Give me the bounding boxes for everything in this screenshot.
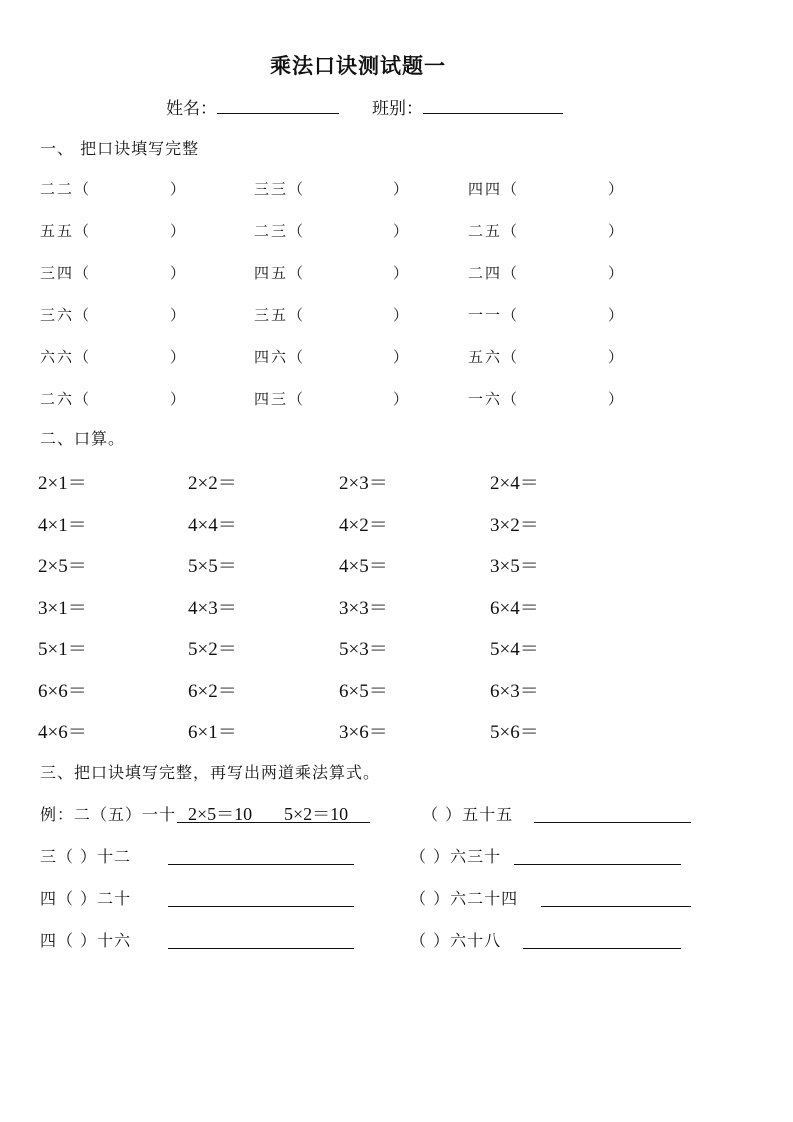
close-paren: ） (393, 264, 409, 282)
fill-item-label: 二二 (40, 180, 75, 198)
fill-item-label: 五五 (40, 222, 75, 240)
answer-blank[interactable] (541, 906, 691, 907)
mental-math-item[interactable]: 4×3＝ (188, 598, 237, 619)
mental-math-item[interactable]: 5×4＝ (490, 639, 539, 660)
fill-item[interactable] (468, 220, 519, 241)
answer-blank[interactable] (523, 948, 681, 949)
class-label: 班别： (372, 99, 423, 119)
fill-item-label: 三四 (40, 264, 75, 282)
close-paren: ） (170, 180, 186, 198)
formula-item[interactable]: （ ）六三十 (410, 847, 502, 866)
answer-blank[interactable] (168, 948, 354, 949)
mental-math-item[interactable]: 4×4＝ (188, 515, 237, 536)
fill-item-label: 二三 (254, 222, 289, 240)
section3-heading: 三、把口诀填写完整，再写出两道乘法算式。 (40, 763, 381, 782)
fill-item[interactable] (468, 346, 519, 367)
mental-math-item[interactable]: 5×1＝ (38, 639, 87, 660)
mental-math-item[interactable]: 5×3＝ (339, 639, 388, 660)
fill-item[interactable] (254, 388, 305, 409)
open-paren: （ (288, 180, 306, 198)
fill-item[interactable] (468, 304, 519, 325)
fill-item[interactable] (254, 220, 305, 241)
fill-item[interactable] (468, 262, 519, 283)
close-paren: ） (608, 222, 624, 240)
fill-item[interactable] (468, 178, 519, 199)
section1-heading: 一、 把口诀填写完整 (40, 139, 200, 158)
mental-math-item[interactable]: 6×6＝ (38, 681, 87, 702)
fill-item[interactable] (40, 220, 91, 241)
close-paren: ） (170, 390, 186, 408)
open-paren: （ (288, 222, 306, 240)
mental-math-item[interactable]: 5×2＝ (188, 639, 237, 660)
fill-item[interactable] (254, 262, 305, 283)
fill-item-label: 四六 (254, 348, 289, 366)
close-paren: ） (393, 390, 409, 408)
class-field[interactable] (372, 94, 563, 119)
fill-item-label: 三六 (40, 306, 75, 324)
mental-math-item[interactable]: 2×1＝ (38, 473, 87, 494)
mental-math-item[interactable]: 4×6＝ (38, 722, 87, 743)
open-paren: （ (74, 264, 92, 282)
example-equation-1: 2×5＝10 (188, 804, 253, 824)
mental-math-item[interactable]: 3×6＝ (339, 722, 388, 743)
open-paren: （ (288, 264, 306, 282)
close-paren: ） (608, 390, 624, 408)
close-paren: ） (608, 306, 624, 324)
close-paren: ） (393, 180, 409, 198)
open-paren: （ (502, 306, 520, 324)
close-paren: ） (170, 348, 186, 366)
mental-math-item[interactable]: 4×5＝ (339, 556, 388, 577)
fill-item[interactable] (254, 178, 305, 199)
fill-item[interactable] (254, 304, 305, 325)
fill-item[interactable] (40, 346, 91, 367)
close-paren: ） (608, 348, 624, 366)
fill-item-label: 三三 (254, 180, 289, 198)
fill-item[interactable] (254, 346, 305, 367)
open-paren: （ (74, 390, 92, 408)
fill-item-label: 一六 (468, 390, 503, 408)
open-paren: （ (502, 180, 520, 198)
fill-item-label: 四三 (254, 390, 289, 408)
open-paren: （ (74, 306, 92, 324)
mental-math-item[interactable]: 4×1＝ (38, 515, 87, 536)
close-paren: ） (608, 264, 624, 282)
open-paren: （ (502, 348, 520, 366)
formula-item[interactable]: （ ）六十八 (410, 931, 502, 950)
answer-blank[interactable] (534, 822, 691, 823)
open-paren: （ (74, 348, 92, 366)
example-row (40, 802, 176, 825)
mental-math-item[interactable]: 4×2＝ (339, 515, 388, 536)
name-label: 姓名： (166, 99, 217, 119)
fill-item-label: 二五 (468, 222, 503, 240)
fill-item-label: 二四 (468, 264, 503, 282)
fill-item[interactable] (40, 262, 91, 283)
answer-blank[interactable] (514, 864, 681, 865)
fill-item-label: 六六 (40, 348, 75, 366)
formula-item[interactable]: 四（ ）十六 (40, 931, 132, 950)
mental-math-item[interactable]: 2×4＝ (490, 473, 539, 494)
open-paren: （ (502, 390, 520, 408)
section2-heading: 二、口算。 (40, 429, 126, 448)
open-paren: （ (288, 390, 306, 408)
fill-item-label: 四四 (468, 180, 503, 198)
fill-item-label: 五六 (468, 348, 503, 366)
close-paren: ） (393, 348, 409, 366)
fill-item-label: 三五 (254, 306, 289, 324)
open-paren: （ (74, 180, 92, 198)
fill-item-label: 一一 (468, 306, 503, 324)
mental-math-item[interactable]: 6×3＝ (490, 681, 539, 702)
example-prefix: 例：二（五）一十 (40, 805, 177, 824)
name-field[interactable] (166, 94, 339, 119)
fill-item[interactable] (40, 178, 91, 199)
fill-item[interactable] (468, 388, 519, 409)
fill-item[interactable] (40, 304, 91, 325)
mental-math-item[interactable]: 3×1＝ (38, 598, 87, 619)
close-paren: ） (170, 222, 186, 240)
open-paren: （ (502, 264, 520, 282)
mental-math-item[interactable]: 3×5＝ (490, 556, 539, 577)
mental-math-item[interactable]: 6×2＝ (188, 681, 237, 702)
page-title: 乘法口诀测试题一 (270, 53, 446, 78)
name-blank[interactable] (217, 95, 339, 114)
formula-item[interactable]: （ ）五十五 (422, 805, 514, 824)
formula-item[interactable]: （ ）六二十四 (410, 889, 519, 908)
formula-item[interactable]: 四（ ）二十 (40, 889, 132, 908)
formula-item[interactable]: 三（ ）十二 (40, 847, 132, 866)
mental-math-item[interactable]: 2×3＝ (339, 473, 388, 494)
mental-math-item[interactable]: 3×2＝ (490, 515, 539, 536)
mental-math-item[interactable]: 5×6＝ (490, 722, 539, 743)
mental-math-item[interactable]: 6×4＝ (490, 598, 539, 619)
mental-math-item[interactable]: 6×5＝ (339, 681, 388, 702)
open-paren: （ (288, 348, 306, 366)
fill-item[interactable] (40, 388, 91, 409)
close-paren: ） (170, 306, 186, 324)
mental-math-item[interactable]: 5×5＝ (188, 556, 237, 577)
open-paren: （ (288, 306, 306, 324)
fill-item-label: 四五 (254, 264, 289, 282)
close-paren: ） (170, 264, 186, 282)
close-paren: ） (393, 222, 409, 240)
open-paren: （ (502, 222, 520, 240)
class-blank[interactable] (423, 95, 563, 114)
mental-math-item[interactable]: 2×5＝ (38, 556, 87, 577)
mental-math-item[interactable]: 2×2＝ (188, 473, 237, 494)
close-paren: ） (393, 306, 409, 324)
answer-blank[interactable] (168, 864, 354, 865)
example-equation-2: 5×2＝10 (284, 804, 349, 824)
mental-math-item[interactable]: 3×3＝ (339, 598, 388, 619)
mental-math-item[interactable]: 6×1＝ (188, 722, 237, 743)
open-paren: （ (74, 222, 92, 240)
answer-blank[interactable] (168, 906, 354, 907)
close-paren: ） (608, 180, 624, 198)
fill-item-label: 二六 (40, 390, 75, 408)
